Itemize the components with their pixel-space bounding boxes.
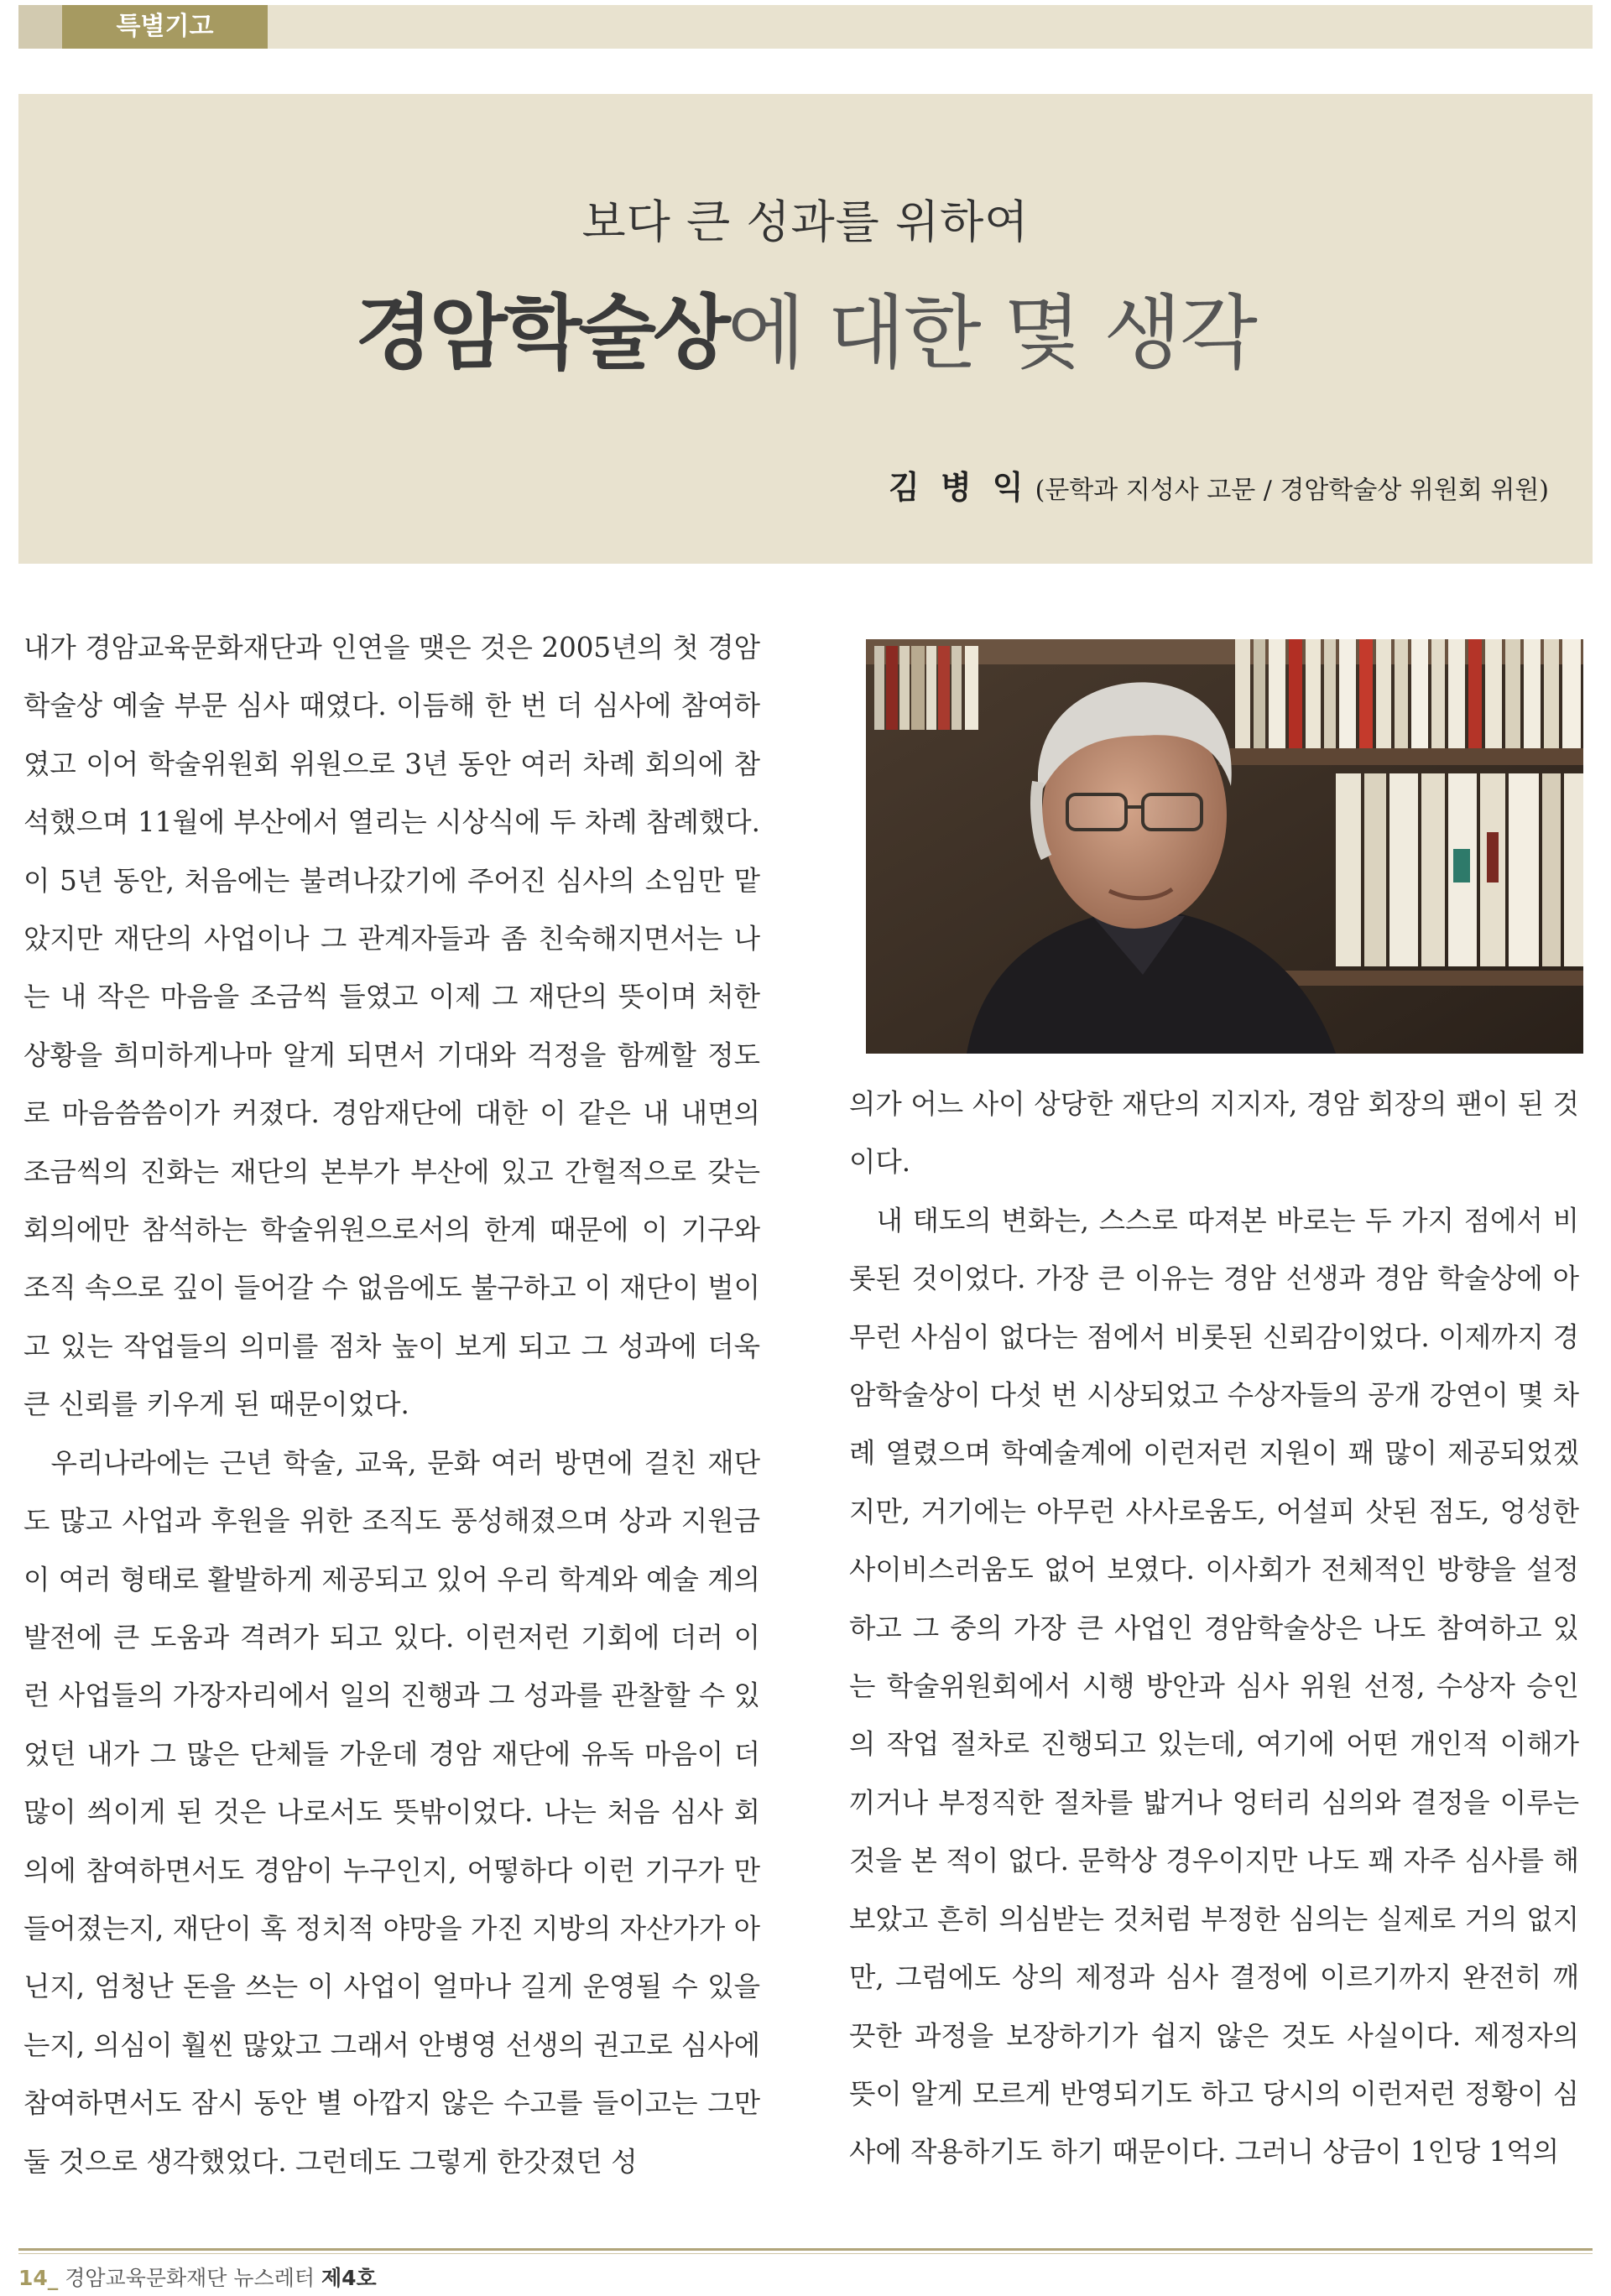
article-kicker: 보다 큰 성과를 위하여 — [581, 195, 1030, 248]
paragraph: 우리나라에는 근년 학술, 교육, 문화 여러 방면에 걸친 재단도 많고 사업과 후원을 위한 조직도 풍성해졌으며 상과 지원금이 여러 형태로 활발하게 제공되고 있어 우리 학계와 예술 계의 발전에 큰 도움과 격려가 되고 있다. 이런저런 기회에 더러 이런 사업들의 가장자리에서 일의 진행과 그 성과를 관찰할 수 있었던 내가 그 많은 단체들 가운데 경암 재단에 유독 마음이 더 많이 씌이게 된 것은 나로서도 뜻밖이었다. 나는 처음 심사 회의에 참여하면서도 경암이 누구인지, 어떻하다 이런 기구가 만들어졌는지, 재단이 혹 정치적 야망을 가진 지방의 자산가가 아닌지, 엄청난 돈을 쓰는 이 사업이 얼마나 길게 운영될 수 있을는지, 의심이 훨씬 많았고 그래서 안병영 선생의 권고로 심사에 참여하면서도 잠시 동안 별 아깝지 않은 수고를 들이고는 그만둘 것으로 생각했었다. 그런데도 그렇게 한갓졌던 성 — [23, 1446, 760, 2178]
publication-name: 경암교육문화재단 뉴스레터 — [58, 2266, 321, 2290]
article-title-emphasis: 경암학술상 — [355, 286, 727, 380]
author-name: 김 병 익 — [889, 468, 1029, 506]
body-column-left — [23, 619, 760, 2191]
paragraph: 의가 어느 사이 상당한 재단의 지지자, 경암 회장의 팬이 된 것이다. — [849, 1088, 1579, 1179]
author-role: (문학과 지성사 고문 / 경암학술상 위원회 위원) — [1035, 476, 1549, 505]
footer-divider — [18, 2248, 1593, 2251]
section-bar-edge — [18, 5, 62, 49]
article-title-rest: 에 대한 몇 생각 — [727, 286, 1256, 380]
portrait-photo-icon — [866, 639, 1583, 1054]
page-number-separator: _ — [47, 2266, 59, 2290]
body-column-right — [849, 1075, 1579, 2182]
article-title — [18, 283, 1593, 383]
issue-label: 제4호 — [321, 2266, 377, 2290]
page-number: 14 — [18, 2266, 48, 2290]
section-tag: 특별기고 — [62, 5, 268, 49]
paragraph: 내 태도의 변화는, 스스로 따져본 바로는 두 가지 점에서 비롯된 것이었다. 가장 큰 이유는 경암 선생과 경암 학술상에 아무런 사심이 없다는 점에서 비롯된 신뢰감이었다. 이제까지 경암학술상이 다섯 번 시상되었고 수상자들의 공개 강연이 몇 차례 열렸으며 학예술계에 이런저런 지원이 꽤 많이 제공되었겠지만, 거기에는 아무런 사사로움도, 어설피 삿된 점도, 엉성한 사이비스러움도 없어 보였다. 이사회가 전체적인 방향을 설정하고 그 중의 가장 큰 사업인 경암학술상은 나도 참여하고 있는 학술위원회에서 시행 방안과 심사 위원 선정, 수상자 승인의 작업 절차로 진행되고 있는데, 여기에 어떤 개인적 이해가 끼거나 부정직한 절차를 밟거나 엉터리 심의와 결정을 이루는 것을 본 적이 없다. 문학상 경우이지만 나도 꽤 자주 심사를 해보았고 흔히 의심받는 것처럼 부정한 심의는 실제로 거의 없지만, 그럼에도 상의 제정과 심사 결정에 이르기까지 완전히 깨끗한 과정을 보장하기가 쉽지 않은 것도 사실이다. 제정자의 뜻이 알게 모르게 반영되기도 하고 당시의 이런저런 정황이 심사에 작용하기도 하기 때문이다. 그러니 상금이 1인당 1억의 — [849, 1204, 1579, 2168]
footer-divider-thin — [18, 2253, 1593, 2254]
page-footer — [18, 2262, 377, 2295]
paragraph: 내가 경암교육문화재단과 인연을 맺은 것은 2005년의 첫 경암학술상 예술 부문 심사 때였다. 이듬해 한 번 더 심사에 참여하였고 이어 학술위원회 위원으로 3년 동안 여러 차례 회의에 참석했으며 11월에 부산에서 열리는 시상식에 두 차례 참례했다. 이 5년 동안, 처음에는 불려나갔기에 주어진 심사의 소임만 맡았지만 재단의 사업이나 그 관계자들과 좀 친숙해지면서는 나는 내 작은 마음을 조금씩 들였고 이제 그 재단의 뜻이며 처한 상황을 희미하게나마 알게 되면서 기대와 걱정을 함께할 정도로 마음씀씀이가 커졌다. 경암재단에 대한 이 같은 내 내면의 조금씩의 진화는 재단의 본부가 부산에 있고 간헐적으로 갖는 회의에만 참석하는 학술위원으로서의 한계 때문에 이 기구와 조직 속으로 깊이 들어갈 수 없음에도 불구하고 이 재단이 벌이고 있는 작업들의 의미를 점차 높이 보게 되고 그 성과에 더욱 큰 신뢰를 키우게 된 때문이었다. — [23, 632, 760, 1421]
title-panel — [18, 94, 1593, 564]
author-byline — [889, 461, 1549, 508]
section-header-bar — [18, 5, 1593, 49]
portrait-photo — [866, 639, 1583, 1054]
